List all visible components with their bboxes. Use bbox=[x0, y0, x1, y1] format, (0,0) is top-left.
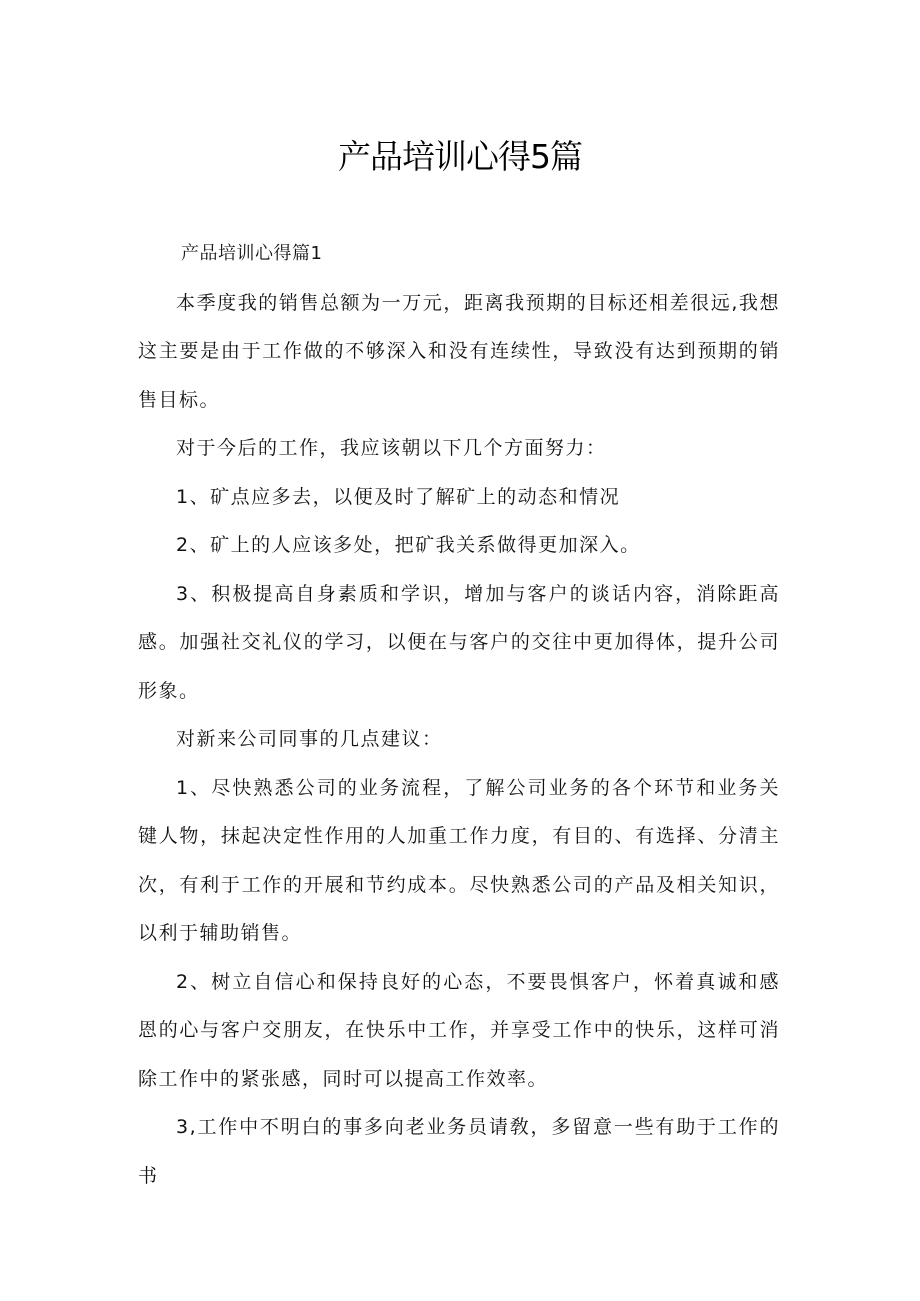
paragraph: 1、矿点应多去，以便及时了解矿上的动态和情况 bbox=[176, 485, 621, 508]
paragraph: 对于今后的工作，我应该朝以下几个方面努力： bbox=[176, 437, 607, 459]
paragraph: 1、尽快熟悉公司的业务流程，了解公司业务的各个环节和业务关键人物，抹起决定性作用的人加重工作力度，有目的、有选择、分清主次，有利于工作的开展和节约成本。尽快熟悉公司的产品及相关知识，以利于辅助销售。 bbox=[138, 776, 780, 944]
paragraph: 对新来公司同事的几点建议： bbox=[176, 728, 443, 750]
paragraph: 3、积极提高自身素质和学识，增加与客户的谈话内容，消除距高感。加强社交礼仪的学习，以便在与客户的交往中更加得体，提升公司形象。 bbox=[138, 582, 780, 702]
section-heading: 产品培训心得篇1 bbox=[181, 243, 323, 264]
paragraph: 2、矿上的人应该多处，把矿我关系做得更加深入。 bbox=[176, 534, 641, 556]
document-title: 产品培训心得5篇 bbox=[338, 137, 582, 176]
paragraph: 本季度我的销售总额为一万元，距离我预期的目标还相差很远,我想这主要是由于工作做的不够深入和没有连续性，导致没有达到预期的销售目标。 bbox=[138, 291, 780, 411]
document-body bbox=[138, 230, 780, 1200]
paragraph: 3,工作中不明白的事多向老业务员请敎，多留意一些有助于工作的书 bbox=[138, 1116, 780, 1187]
paragraph: 2、树立自信心和保持良好的心态，不要畏惧客户，怀着真诚和感恩的心与客户交朋友，在快乐中工作，并享受工作中的快乐，这样可消除工作中的紧张感，同时可以提高工作效率。 bbox=[138, 970, 780, 1090]
